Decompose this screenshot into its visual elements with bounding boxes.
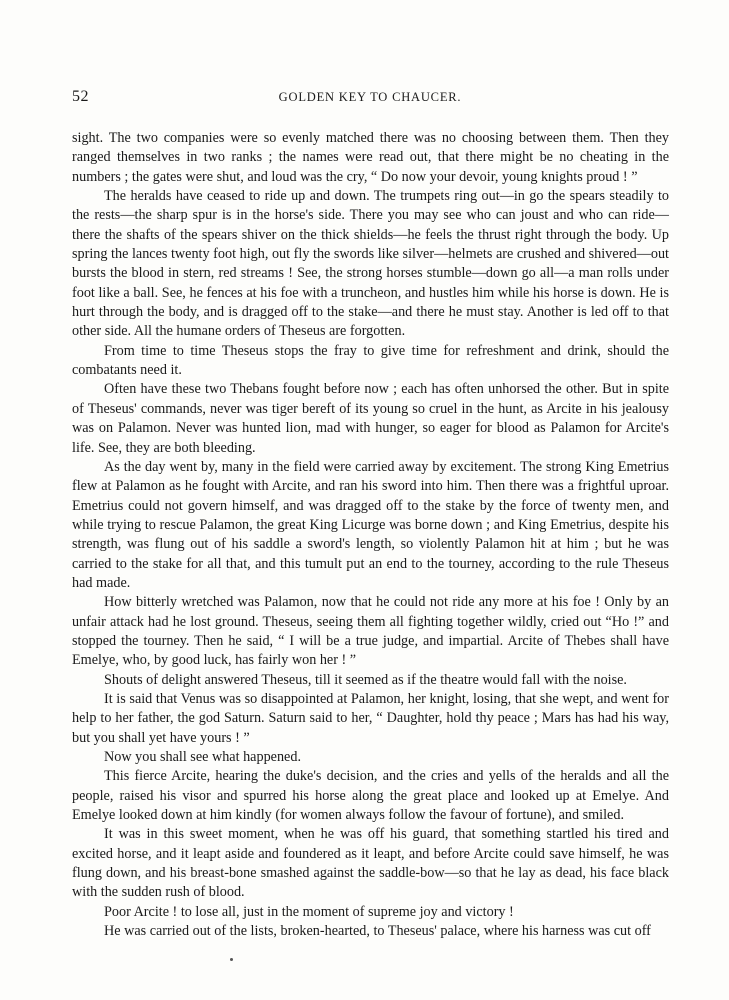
paper-speck — [230, 958, 233, 961]
paragraph-12: Poor Arcite ! to lose all, just in the moment of supreme joy and victory ! — [104, 903, 514, 920]
running-title: GOLDEN KEY TO CHAUCER. — [278, 90, 462, 104]
paragraph-8: It is said that Venus was so disappointed at Palamon, her knight, losing, that she wept, and went for help to her father, the god Saturn. Saturn said to her, “ Daughter, hold thy peace ; Mars has had his way, but you shall yet have yours ! ” — [72, 690, 669, 746]
paragraph-9: Now you shall see what happened. — [104, 749, 301, 765]
paragraph-13: He was carried out of the lists, broken-hearted, to Theseus' palace, where his harness was cut off — [104, 923, 651, 940]
paragraph-3: From time to time Theseus stops the fray to give time for refreshment and drink, should the combatants need it. — [72, 342, 669, 379]
running-head — [72, 88, 668, 110]
paragraph-11: It was in this sweet moment, when he was off his guard, that something startled his tired and excited horse, and it leapt aside and foundered as it leapt, and before Arcite could save himself, he was flung down, and his breast-bone smashed against the saddle-bow—so that he lay as dead, his face black with the sudden rush of blood. — [72, 826, 669, 901]
body-text — [72, 129, 669, 941]
paragraph-6: How bitterly wretched was Palamon, now that he could not ride any more at his foe ! Only by an unfair attack had he lost ground. Theseus, seeing them all fighting together wildly, cried out “Ho !” and stopped the tourney. Then he said, “ I will be a true judge, and impartial. Arcite of Thebes shall have Emelye, who, by good luck, has fairly won her ! ” — [72, 594, 669, 669]
paragraph-7: Shouts of delight answered Theseus, till it seemed as if the theatre would fall with the noise. — [104, 671, 627, 688]
paragraph-2: The heralds have ceased to ride up and down. The trumpets ring out—in go the spears steadily to the rests—the sharp spur is in the horse's side. There you may see who can joust and who can ride—there the shafts of the spears shiver on the thick shields—he feels the thrust right through the body. Up spring the lances twenty foot high, out fly the swords like silver—helmets are crushed and shivered—out bursts the blood in stern, red streams ! See, the strong horses stumble—down go all—a man rolls under foot like a ball. See, he fences at his foe with a truncheon, and hustles him while his horse is down. He is hurt through the body, and is dragged off to the stake—and there he must stay. Another is led off to that other side. All the humane orders of Theseus are forgotten. — [72, 188, 669, 340]
page-number: 52 — [72, 88, 89, 105]
paragraph-10: This fierce Arcite, hearing the duke's decision, and the cries and yells of the heralds and all the people, raised his visor and spurred his horse along the great place and looked up at Emelye. And Emelye looked down at him kindly (for women always follow the favour of fortune), and smiled. — [72, 768, 669, 824]
paragraph-4: Often have these two Thebans fought before now ; each has often unhorsed the other. But in spite of Theseus' commands, never was tiger bereft of its young so cruel in the hunt, as Arcite in his jealousy was on Palamon. Never was hunted lion, mad with hunger, so eager for blood as Palamon for Arcite's life. See, they are both bleeding. — [72, 381, 669, 456]
paragraph-1: sight. The two companies were so evenly matched there was no choosing between them. Then they ranged themselves in two ranks ; the names were read out, that there might be no cheating in the numbers ; the gates were shut, and loud was the cry, “ Do now your devoir, young knights proud ! ” — [72, 130, 669, 185]
paragraph-5: As the day went by, many in the field were carried away by excitement. The strong King Emetrius flew at Palamon as he fought with Arcite, and ran his sword into him. Then there was a frightful uproar. Emetrius could not govern himself, and was dragged off to the stake by the force of twenty men, and while trying to rescue Palamon, the great King Licurge was borne down ; and King Emetrius, despite his strength, was flung out of his saddle a sword's length, so violently Palamon hit at him ; but he was carried to the stake for all that, and this tumult put an end to the tourney, according to the rule Theseus had made. — [72, 458, 669, 591]
